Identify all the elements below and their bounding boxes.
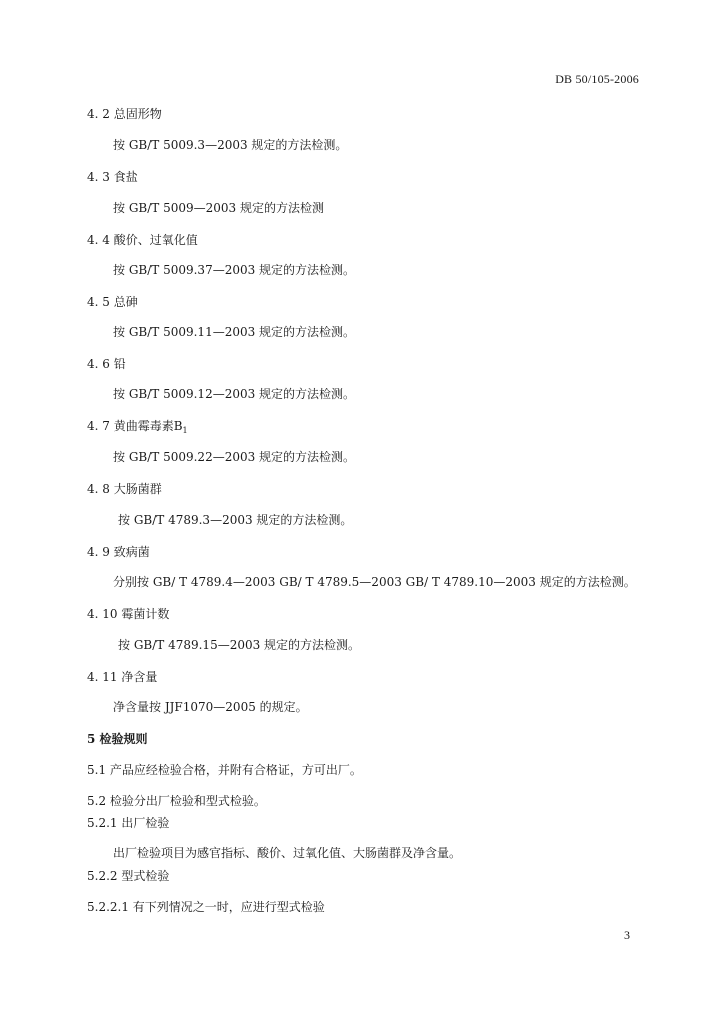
clause-text-4-9: 分别按 GB/ T 4789.4—2003 GB/ T 4789.5—2003 GB/ T 4789.10—2003 规定的方法检测。: [113, 575, 636, 589]
clause-text-4-4: 按 GB/T 5009.37—2003 规定的方法检测。: [113, 263, 356, 277]
document-code: DB 50/105-2006: [555, 72, 639, 86]
clause-heading-4-11: 4. 11 净含量: [87, 670, 158, 684]
clause-heading-4-9: 4. 9 致病菌: [87, 545, 150, 559]
clause-heading-4-2: 4. 2 总固形物: [87, 107, 162, 121]
clause-heading-4-8: 4. 8 大肠菌群: [87, 482, 162, 496]
clause-text-4-10: 按 GB/T 4789.15—2003 规定的方法检测。: [118, 638, 361, 652]
clause-text-4-7: 按 GB/T 5009.22—2003 规定的方法检测。: [113, 450, 356, 464]
clause-heading-4-3: 4. 3 食盐: [87, 170, 138, 184]
clause-heading-4-10: 4. 10 霉菌计数: [87, 607, 170, 621]
clause-heading-4-7-subscript: 1: [182, 426, 188, 435]
clause-5-2-2-1: 5.2.2.1 有下列情况之一时，应进行型式检验: [87, 900, 325, 914]
clause-text-4-5: 按 GB/T 5009.11—2003 规定的方法检测。: [113, 325, 356, 339]
clause-text-4-8: 按 GB/T 4789.3—2003 规定的方法检测。: [118, 513, 353, 527]
clause-5-2-1: 5.2.1 出厂检验: [87, 816, 170, 830]
clause-5-2-1-text: 出厂检验项目为感官指标、酸价、过氧化值、大肠菌群及净含量。: [113, 846, 462, 860]
clause-5-2: 5.2 检验分出厂检验和型式检验。: [87, 794, 266, 808]
clause-heading-4-6: 4. 6 铅: [87, 357, 126, 371]
clause-heading-4-7: [87, 418, 188, 439]
clause-text-4-11: 净含量按 JJF1070—2005 的规定。: [113, 700, 308, 714]
clause-heading-4-4: 4. 4 酸价、过氧化值: [87, 233, 198, 247]
clause-text-4-3: 按 GB/T 5009—2003 规定的方法检测: [113, 201, 324, 215]
page-number: 3: [624, 928, 630, 942]
clause-heading-4-5: 4. 5 总砷: [87, 295, 138, 309]
clause-5-1: 5.1 产品应经检验合格，并附有合格证，方可出厂。: [87, 763, 362, 777]
clause-heading-4-7-main: 4. 7 黄曲霉毒素B: [87, 419, 183, 433]
section-5-title: 5 检验规则: [87, 732, 148, 746]
clause-text-4-6: 按 GB/T 5009.12—2003 规定的方法检测。: [113, 387, 356, 401]
clause-text-4-2: 按 GB/T 5009.3—2003 规定的方法检测。: [113, 138, 348, 152]
clause-5-2-2: 5.2.2 型式检验: [87, 869, 170, 883]
